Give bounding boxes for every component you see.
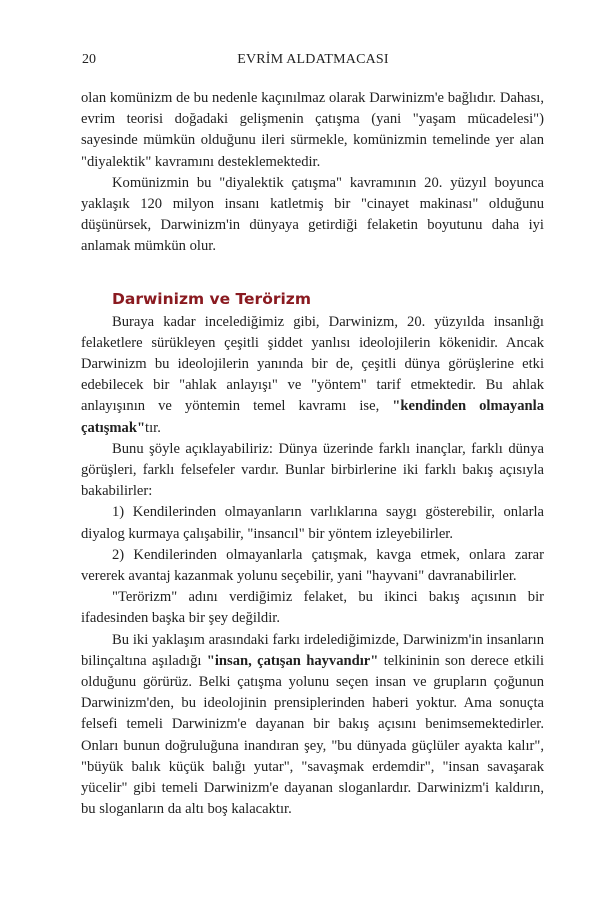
paragraph-3-bold: "kendinden olmayanla çatışmak": [81, 398, 544, 436]
paragraph-7: "Terörizm" adını verdiğimiz felaket, bu ikinci bakış açısının bir ifadesinden başka bir şey değildir.: [81, 589, 544, 627]
paragraph-8-text-b: telkininin son derece etkili olduğunu görürüz. Belki çatışma yolunu seçen insan ve grupların çoğunun Darwinizm'den, bu ideolojinin prensiplerinden haberi yoktur. Ama sonuçta felsefi temeli Darwinizm'e dayanan bir bakış açısını benimsemektedirler. Onları bunun doğruluğuna inandıran şey, "bu dünyada güçlüler ayakta kalır", "büyük balık küçük balığı yutar", "savaşmak erdemdir", "insan savaşarak yücelir" gibi temeli Darwinizm'e dayanan sloganlardır. Darwinizm'i kaldırın, bu sloganların da altı boş kalacaktır.: [81, 652, 544, 818]
paragraph-8-bold: "insan, çatışan hayvandır": [206, 652, 379, 669]
paragraph-2: Komünizmin bu "diyalektik çatışma" kavramının 20. yüzyıl boyunca yaklaşık 120 milyon insanı katletmiş bir "cinayet makinası" olduğunu düşünürsek, Darwinizm'in dünyaya getirdiği felaketin boyutunu daha iyi anlamak mümkün olur.: [81, 174, 544, 255]
page-body: [81, 88, 544, 821]
paragraph-8: [81, 630, 544, 821]
paragraph-8-text-a: Bu iki yaklaşım arasındaki farkı irdelediğimizde, Darwinizm'in insanların bilinçaltına aşıladığı: [81, 631, 544, 669]
paragraph-3-text-b: tır.: [145, 419, 161, 436]
page-header: [0, 52, 616, 72]
paragraph-3: [81, 312, 544, 439]
paragraph-4: Bunu şöyle açıklayabiliriz: Dünya üzerinde farklı inançlar, farklı dünya görüşleri, farklı felsefeler vardır. Bunlar birbirlerine iki farklı bakış açısıyla bakabilirler:: [81, 440, 544, 500]
section-heading: Darwinizm ve Terörizm: [112, 289, 311, 308]
paragraph-3-text-a: Buraya kadar incelediğimiz gibi, Darwinizm, 20. yüzyılda insanlığı felaketlere sürükleyen çeşitli şiddet yanlısı ideolojilerin kökenidir. Ancak Darwinizm bu ideolojilerin yanında bir de, çeşitli dünya görüşlerine etki edebilecek bir "ahlak anlayışı" ve "yöntem" tarif etmektedir. Bu ahlak anlayışının ve yöntemin temel kavramı ise,: [81, 313, 544, 415]
list-item-1: 1) Kendilerinden olmayanların varlıklarına saygı gösterebilir, onlarla diyalog kurmaya çalışabilir, "insancıl" bir yöntem izleyebilirler.: [81, 504, 544, 542]
section-spacer: [81, 258, 544, 270]
running-title: EVRİM ALDATMACASI: [237, 52, 389, 67]
paragraph-1: olan komünizm de bu nedenle kaçınılmaz olarak Darwinizm'e bağlıdır. Dahası, evrim teorisi doğadaki gelişmenin çatışma (yani "yaşam mücadelesi") sayesinde mümkün olduğunu ileri sürmekle, komünizmin temelinde yer alan "diyalektik" kavramını desteklemektedir.: [81, 90, 544, 170]
page-number: 20: [82, 52, 96, 67]
list-item-2: 2) Kendilerinden olmayanlarla çatışmak, kavga etmek, onlara zarar vererek avantaj kazanmak yolunu seçebilir, yani "hayvani" davranabilirler.: [81, 546, 544, 585]
